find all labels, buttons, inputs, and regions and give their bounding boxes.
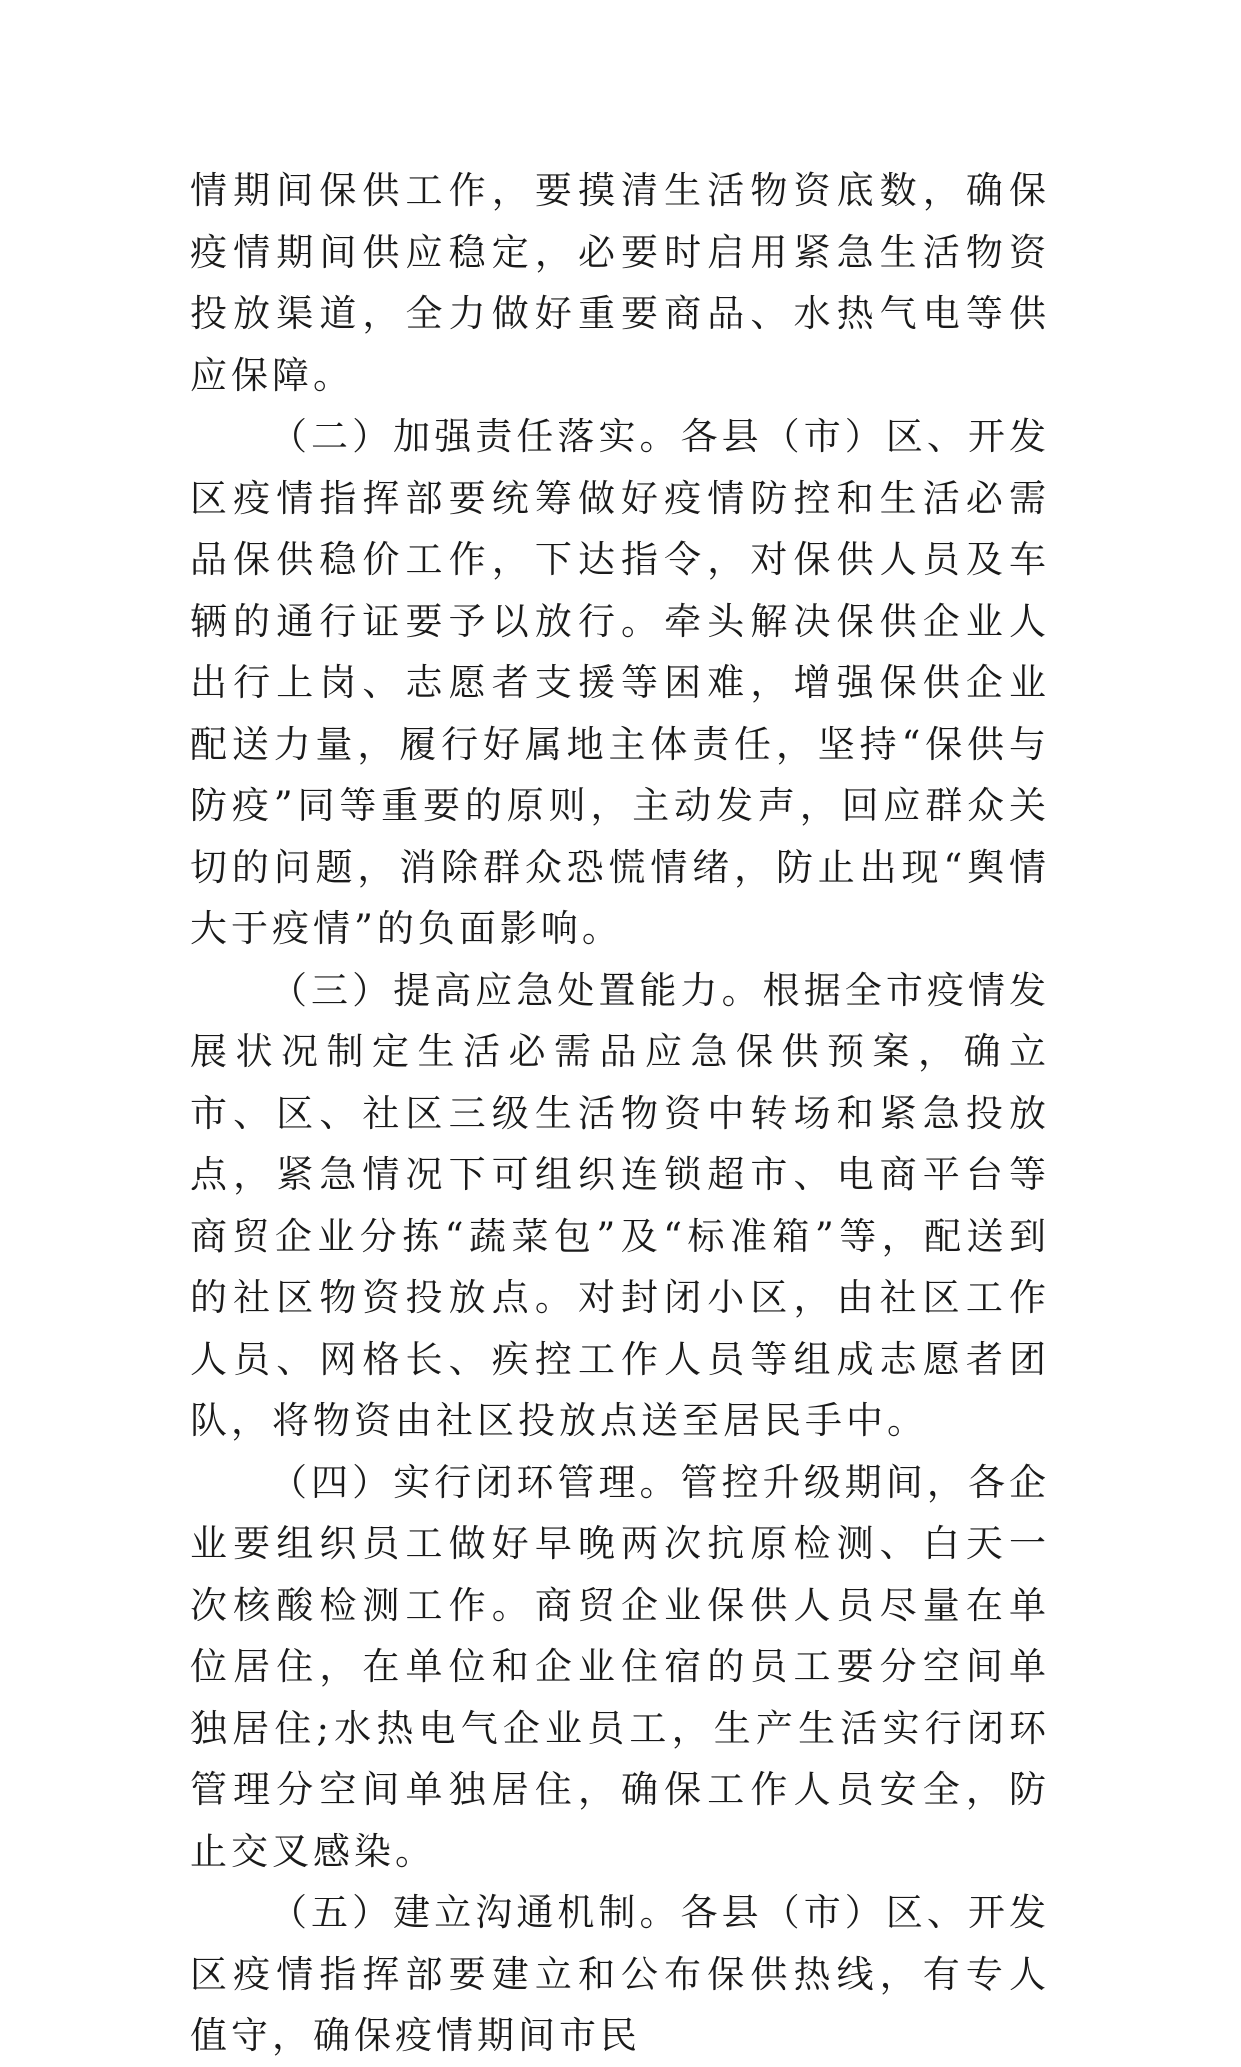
paragraph-item-3: （三）提高应急处置能力。根据全市疫情发展状况制定生活必需品应急保供预案，确立市、区、社区三级生活物资中转场和紧急投放点，紧急情况下可组织连锁超市、电商平台等商贸企业分拣“蔬菜包”及“标准箱”等，配送到的社区物资投放点。对封闭小区，由社区工作人员、网格长、疾控工作人员等组成志愿者团队，将物资由社区投放点送至居民手中。 bbox=[190, 968, 1050, 1442]
paragraph-continuation: 情期间保供工作，要摸清生活物资底数，确保疫情期间供应稳定，必要时启用紧急生活物资投放渠道，全力做好重要商品、水热气电等供应保障。 bbox=[190, 169, 1050, 397]
paragraph-item-4: （四）实行闭环管理。管控升级期间，各企业要组织员工做好早晚两次抗原检测、白天一次核酸检测工作。商贸企业保供人员尽量在单位居住，在单位和企业住宿的员工要分空间单独居住;水热电气企业员工，生产生活实行闭环管理分空间单独居住，确保工作人员安全，防止交叉感染。 bbox=[190, 1460, 1050, 1873]
paragraph-item-5: （五）建立沟通机制。各县（市）区、开发区疫情指挥部要建立和公布保供热线，有专人值守，确保疫情期间市民 bbox=[190, 1891, 1050, 2057]
paragraph-item-2: （二）加强责任落实。各县（市）区、开发区疫情指挥部要统筹做好疫情防控和生活必需品保供稳价工作，下达指令，对保供人员及车辆的通行证要予以放行。牵头解决保供企业人出行上岗、志愿者支援等困难，增强保供企业配送力量，履行好属地主体责任，坚持“保供与防疫”同等重要的原则，主动发声，回应群众关切的问题，消除群众恐慌情绪，防止出现“舆情大于疫情”的负面影响。 bbox=[190, 415, 1050, 950]
document-body bbox=[190, 160, 1050, 2067]
